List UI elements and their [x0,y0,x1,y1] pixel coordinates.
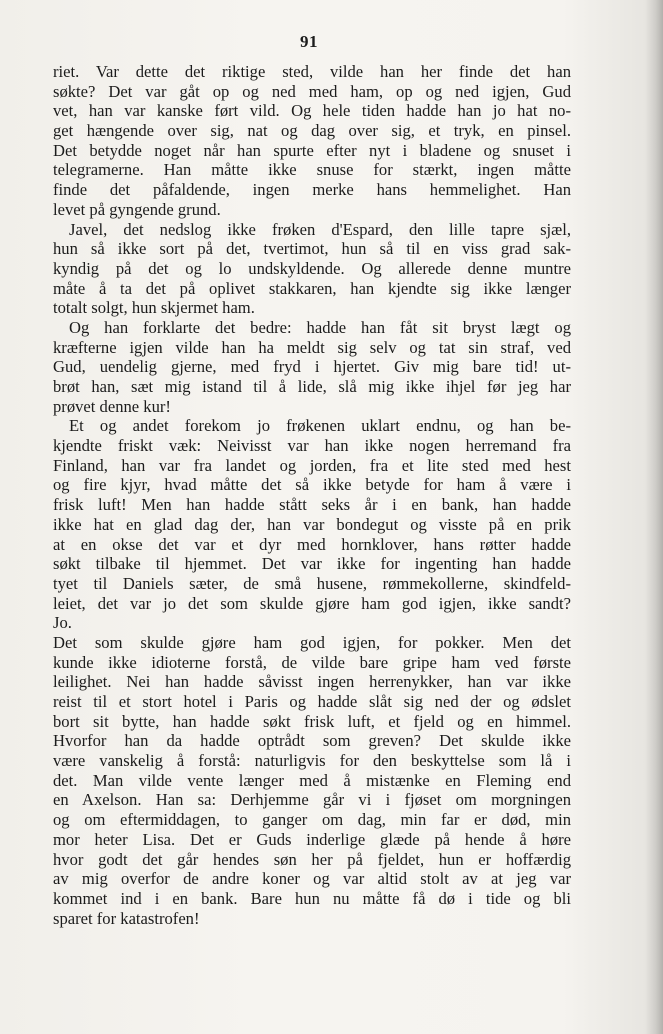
text-line: Finland, han var fra landet og jorden, fra et lite sted med hest [53,455,571,475]
text-line: være vanskelig å forstå: naturligvis for den beskyttelse som lå i [53,751,571,771]
text-line: mor heter Lisa. Det er Guds inderlige glæde på hende å høre [53,829,571,849]
text-line: og om eftermiddagen, to ganger om dag, min far er død, min [53,810,571,830]
text-line: prøvet denne kur! [53,396,171,416]
text-line: telegramerne. Han måtte ikke snuse for stærkt, ingen måtte [53,160,571,180]
text-line: Javel, det nedslog ikke frøken d'Espard, den lille tapre sjæl, [69,219,571,239]
page-number: 91 [300,32,318,51]
text-line: bort sit bytte, han hadde søkt frisk luft, et fjeld og en himmel. [53,711,571,731]
text-line: søkte? Det var gåt op og ned med ham, op og ned igjen, Gud [53,81,571,101]
text-line: Hvorfor han da hadde optrådt som greven? Det skulde ikke [53,731,571,751]
text-line: frisk luft! Men han hadde stått seks år i en bank, han hadde [53,495,571,515]
text-line: tyet til Daniels sæter, de små husene, rømmekollerne, skindfeld- [53,573,571,593]
text-line: Det betydde noget når han spurte efter nyt i bladene og snuset i [53,140,571,160]
text-line: ikke hat en glad dag der, han var bondegut og visste på en prik [53,514,571,534]
text-line: Jo. [53,613,72,633]
text-line: og fire kjyr, hvad måtte det så ikke betyde for ham å være i [53,475,571,495]
text-line: finde det påfaldende, ingen merke hans hemmelighet. Han [53,180,571,200]
page-edge-shadow [645,0,663,1034]
text-line: hun så ikke sort på det, tvertimot, hun så til en viss grad sak- [53,239,571,259]
text-line: leiet, det var jo det som skulde gjøre ham god igjen, ikke sandt? [53,593,571,613]
text-line: en Axelson. Han sa: Derhjemme går vi i fjøset om morgningen [53,790,571,810]
text-line: Et og andet forekom jo frøkenen uklart endnu, og han be- [69,416,571,436]
text-line: brøt han, sæt mig istand til å lide, slå mig ikke ihjel før jeg har [53,377,571,396]
text-line: kyndig på det og lo undskyldende. Og allerede denne muntre [53,258,571,278]
text-line: kunde ikke idioterne forstå, de vilde bare gripe ham ved første [53,652,571,672]
text-line: vet, han var kanske ført vild. Og hele tiden hadde han jo hat no- [53,101,571,121]
text-line: leilighet. Nei han hadde såvisst ingen herrenykker, han var ikke [53,672,571,692]
text-line: Gud, uendelig gjerne, med fryd i hjertet. Giv mig bare tid! ut- [53,357,571,377]
text-line: Og han forklarte det bedre: hadde han fåt sit bryst lægt og [69,317,571,337]
page-text [53,62,571,928]
text-line: av mig overfor de andre koner og var altid stolt av at jeg var [53,869,571,889]
text-line: riet. Var dette det riktige sted, vilde han her finde det han [53,62,571,81]
text-line: kommet ind i en bank. Bare hun nu måtte få dø i tide og bli [53,888,571,908]
text-line: hvor godt det går hendes søn her på fjeldet, hun er hoffærdig [53,849,571,869]
text-line: levet på gyngende grund. [53,199,221,219]
text-line: Det som skulde gjøre ham god igjen, for pokker. Men det [53,632,571,652]
text-line: måte å ta det på oplivet stakkaren, han kjendte sig ikke længer [53,278,571,298]
text-line: totalt solgt, hun skjermet ham. [53,298,255,318]
text-line: get hængende over sig, nat og dag over sig, et tryk, en pinsel. [53,121,571,141]
text-line: kræfterne igjen vilde han ha meldt sig selv og tat sin straf, ved [53,337,571,357]
text-line: sparet for katastrofen! [53,908,200,928]
text-line: søkt tilbake til hjemmet. Det var ikke for ingenting han hadde [53,554,571,574]
text-line: kjendte friskt væk: Neivisst var han ikke nogen herremand fra [53,436,571,456]
text-line: reist til et stort hotel i Paris og hadde slåt sig ned der og ødslet [53,692,571,711]
text-line: det. Man vilde vente længer med å mistænke en Fleming end [53,770,571,790]
text-line: at en okse det var et dyr med hornklover, hans røtter hadde [53,534,571,554]
